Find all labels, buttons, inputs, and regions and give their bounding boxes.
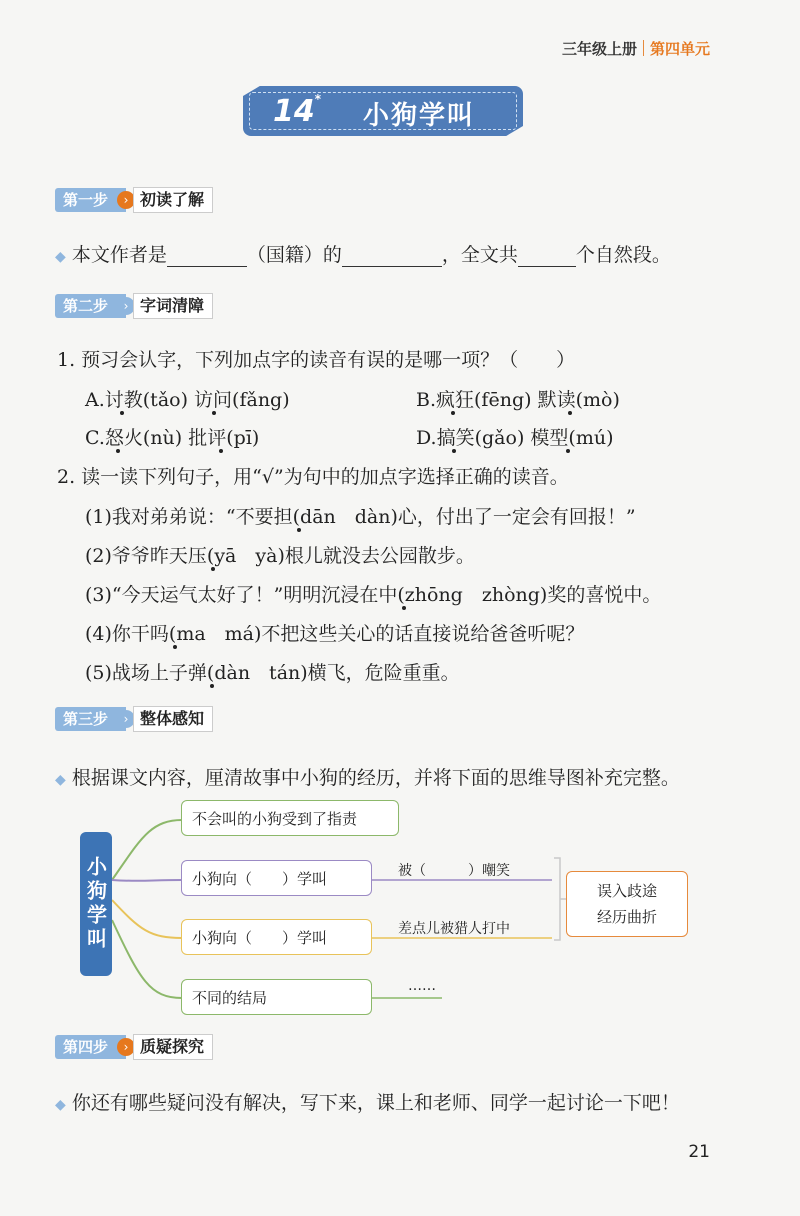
mindmap-result-2: 差点儿被猎人打中: [398, 921, 510, 937]
grade-label: 三年级上册: [561, 40, 637, 58]
option-a[interactable]: A.讨教(tǎo) 访问(fǎng): [85, 389, 290, 411]
emphasis-dot: [219, 449, 223, 453]
emphasis-dot: [173, 645, 177, 649]
mindmap-result-1[interactable]: 被（ ）嘲笑: [398, 863, 510, 879]
unit-label: 第四单元: [649, 40, 710, 58]
mindmap-summary: 误入歧途 经历曲折: [566, 871, 688, 937]
blank-author[interactable]: [167, 246, 247, 267]
chevron-right-icon: ›: [117, 1038, 135, 1056]
sentence-1: (1)我对弟弟说：“不要担(dān dàn)心，付出了一定会有回报！”: [85, 506, 636, 528]
option-d[interactable]: D.搞笑(gǎo) 模型(mú): [416, 427, 614, 449]
question-2-stem: 2. 读一读下列句子，用“√”为句中的加点字选择正确的读音。: [57, 466, 569, 488]
lesson-title-banner: [243, 86, 523, 136]
sentence-4: (4)你干吗(ma má)不把这些关心的话直接说给爸爸听呢？: [85, 623, 585, 645]
page-number: 21: [688, 1142, 710, 1162]
blank-nationality[interactable]: [342, 246, 442, 267]
mindmap-branch-2[interactable]: 小狗向（ ）学叫: [181, 860, 372, 896]
lesson-number: 14*: [273, 92, 322, 129]
step4-tag: 第四步 › 质疑探究: [55, 1035, 213, 1059]
mindmap-branch-4: 不同的结局: [181, 979, 372, 1015]
step2-tag: 第二步 › 字词清障: [55, 294, 213, 318]
mindmap-branch-3[interactable]: 小狗向（ ）学叫: [181, 919, 372, 955]
emphasis-dot: [116, 449, 120, 453]
question-1-stem: 1. 预习会认字，下列加点字的读音有误的是哪一项？（ ）: [57, 349, 576, 371]
chevron-right-icon: ›: [117, 710, 135, 728]
emphasis-dot: [212, 411, 216, 415]
blank-paragraphs[interactable]: [518, 246, 576, 267]
sentence-5: (5)战场上子弹(dàn tán)横飞，危险重重。: [85, 662, 460, 684]
lesson-title: 小狗学叫: [363, 101, 476, 131]
step3-tag: 第三步 › 整体感知: [55, 707, 213, 731]
sentence-3: (3)“今天运气太好了！”明明沉浸在中(zhōng zhòng)奖的喜悦中。: [85, 584, 662, 606]
emphasis-dot: [402, 606, 406, 610]
option-c[interactable]: C.怒火(nù) 批评(pī): [85, 427, 260, 449]
chevron-right-icon: ›: [117, 191, 135, 209]
step3-instruction: ◆ 根据课文内容，厘清故事中小狗的经历，并将下面的思维导图补充完整。: [55, 767, 680, 789]
emphasis-dot: [297, 528, 301, 532]
emphasis-dot: [211, 567, 215, 571]
step1-tag: 第一步 › 初读了解: [55, 188, 213, 212]
chevron-right-icon: ›: [117, 297, 135, 315]
emphasis-dot: [210, 684, 214, 688]
emphasis-dot: [120, 411, 124, 415]
mindmap-result-3: ……: [408, 978, 436, 994]
sentence-2: (2)爷爷昨天压(yā yà)根儿就没去公园散步。: [85, 545, 475, 567]
mindmap-center: 小狗学叫: [80, 832, 112, 976]
emphasis-dot: [452, 449, 456, 453]
option-b[interactable]: B.疯狂(fēng) 默读(mò): [416, 389, 620, 411]
page-header: [562, 38, 710, 59]
mindmap-branch-1: 不会叫的小狗受到了指责: [181, 800, 399, 836]
step1-question: ◆ 本文作者是 （国籍）的 ，全文共 个自然段。: [55, 244, 671, 266]
step4-instruction: ◆ 你还有哪些疑问没有解决，写下来，课上和老师、同学一起讨论一下吧！: [55, 1092, 680, 1114]
emphasis-dot: [451, 411, 455, 415]
emphasis-dot: [566, 449, 570, 453]
emphasis-dot: [568, 411, 572, 415]
